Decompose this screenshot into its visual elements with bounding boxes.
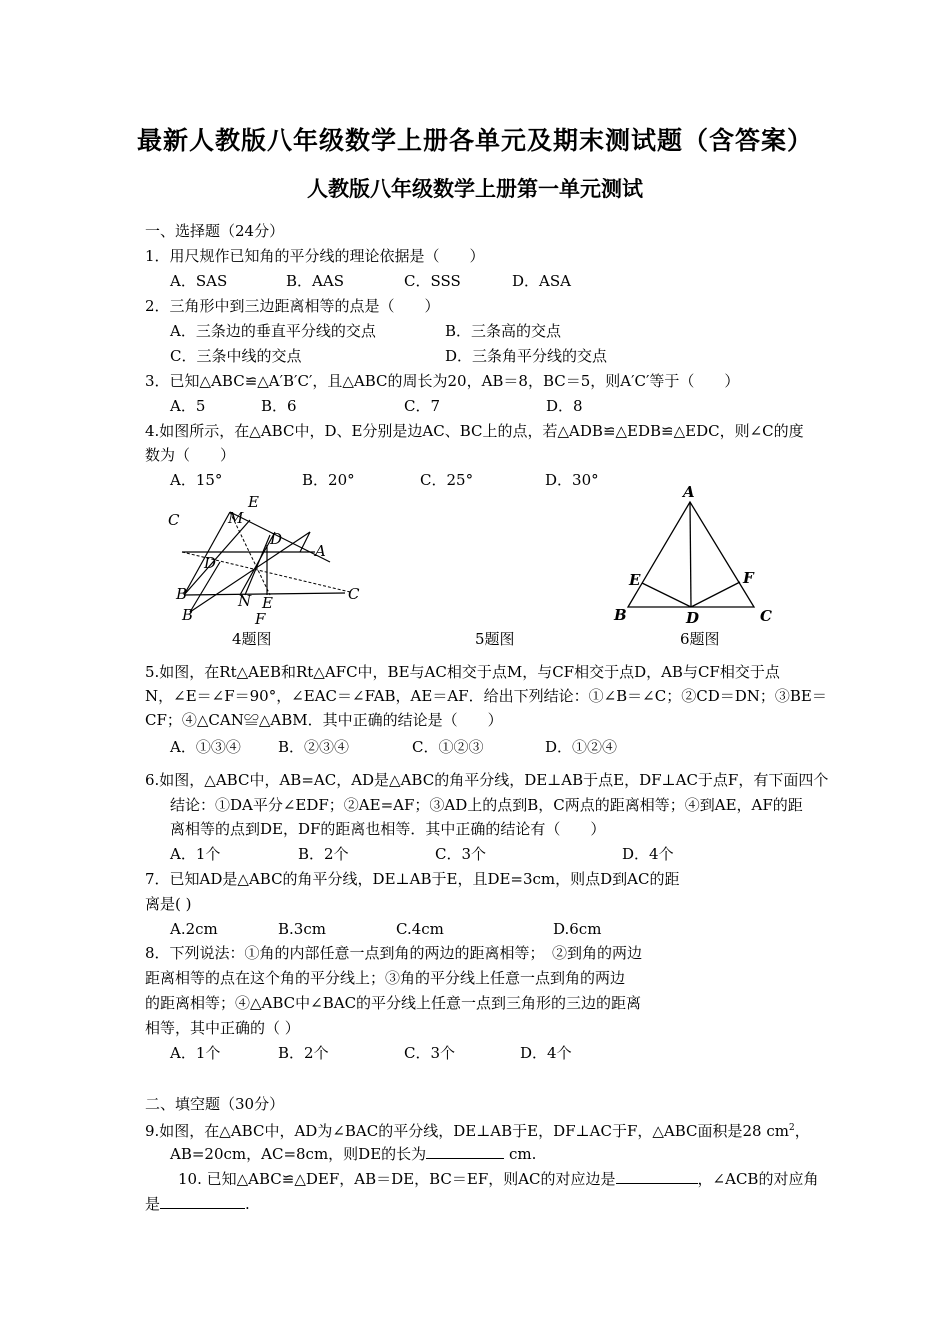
q10-text-a: 10. 已知△ABC≌△DEF，AB＝DE，BC＝EF，则AC的对应边是 (178, 1170, 616, 1188)
question-4-line-1: 4.如图所示，在△ABC中，D、E分别是边AC、BC上的点，若△ADB≌△EDB≌△EDC，则∠C的度 (145, 422, 804, 440)
q7-option-a: A.2cm (170, 920, 218, 938)
q9-text-c: AB=20cm，AC=8cm，则DE的长为 (170, 1145, 427, 1163)
question-5-line-2: N，∠E＝∠F＝90°，∠EAC＝∠FAB，AE＝AF．给出下列结论：①∠B＝∠C；②CD＝DN；③BE＝ (145, 687, 827, 705)
fig5-label-d2: D (204, 554, 217, 572)
q5-option-c: C．①②③ (412, 738, 484, 756)
fig6-label-a: A (683, 483, 695, 501)
page-subtitle: 人教版八年级数学上册第一单元测试 (307, 176, 643, 201)
page-title: 最新人教版八年级数学上册各单元及期末测试题（含答案） (136, 126, 813, 155)
fig5-label-a: A (315, 542, 326, 560)
section-heading-choice: 一、选择题（24分） (145, 222, 285, 240)
q1-option-d: D．ASA (512, 272, 571, 290)
question-6-line-3: 离相等的点到DE，DF的距离也相等．其中正确的结论有（ ） (170, 820, 606, 838)
fig5-label-d: D (270, 530, 283, 548)
question-6-line-1: 6.如图，△ABC中，AB=AC，AD是△ABC的角平分线，DE⊥AB于点E，DF⊥AC于点F，有下面四个 (145, 771, 829, 789)
q6-option-a: A．1个 (170, 845, 221, 863)
q9-text-a: 9.如图，在△ABC中，AD为∠BAC的平分线，DE⊥AB于E，DF⊥AC于F，△ABC面积是28 cm (145, 1122, 789, 1140)
q6-option-c: C．3个 (435, 845, 487, 863)
q8-option-c: C．3个 (404, 1044, 456, 1062)
q2-option-d: D．三条角平分线的交点 (445, 347, 608, 365)
question-5-line-1: 5.如图，在Rt△AEB和Rt△AFC中，BE与AC相交于点M，与CF相交于点D，AB与CF相交于点 (145, 663, 780, 681)
question-8-line-4: 相等，其中正确的（ ） (145, 1019, 300, 1037)
fig5-label-c: C (168, 511, 180, 529)
fig5-label-m: M (228, 509, 244, 527)
q9-text-d: cm. (504, 1145, 537, 1163)
question-6-line-2: 结论：①DA平分∠EDF；②AE=AF；③AD上的点到B，C两点的距离相等；④到AE，AF的距 (170, 796, 803, 814)
q3-option-c: C．7 (404, 397, 441, 415)
q10-answer-blank-1[interactable] (616, 1168, 698, 1184)
question-1: 1．用尺规作已知角的平分线的理论依据是（ ） (145, 247, 485, 265)
q10-answer-blank-2[interactable] (160, 1193, 245, 1209)
q4-option-d: D．30° (545, 471, 599, 489)
q3-option-b: B．6 (261, 397, 297, 415)
q2-option-a: A．三条边的垂直平分线的交点 (170, 322, 376, 340)
q1-option-a: A．SAS (170, 272, 228, 290)
q8-option-a: A．1个 (170, 1044, 221, 1062)
fig5-label-e: E (248, 493, 259, 511)
q9-text-b: ， (794, 1122, 810, 1140)
q4-option-c: C．25° (420, 471, 474, 489)
q6-option-b: B．2个 (298, 845, 349, 863)
q5-option-a: A．①③④ (170, 738, 241, 756)
question-9-line-2 (170, 1143, 536, 1164)
fig6-label-b: B (614, 606, 627, 624)
fig5-label-c2: C (348, 585, 360, 603)
question-5-line-3: CF；④△CAN≌△ABM．其中正确的结论是（ ） (145, 711, 503, 729)
question-8-line-3: 的距离相等；④△ABC中∠BAC的平分线上任意一点到三角形的三边的距离 (145, 994, 642, 1012)
question-7-line-2: 离是( ) (145, 895, 192, 913)
question-4-line-2: 数为（ ） (145, 446, 236, 464)
fig6-label-e: E (629, 571, 641, 589)
q7-option-c: C.4cm (396, 920, 444, 938)
question-3: 3．已知△ABC≌△A′B′C′，且△ABC的周长为20，AB＝8，BC＝5，则A′C′等于（ ） (145, 372, 740, 390)
q4-option-b: B．20° (302, 471, 355, 489)
question-9-line-1 (145, 1118, 810, 1141)
q1-option-b: B．AAS (286, 272, 344, 290)
q1-option-c: C．SSS (404, 272, 461, 290)
q7-option-d: D.6cm (553, 920, 602, 938)
q8-option-b: B．2个 (278, 1044, 329, 1062)
q2-option-b: B．三条高的交点 (445, 322, 562, 340)
q8-option-d: D．4个 (520, 1044, 572, 1062)
q9-superscript: 2 (789, 1123, 795, 1133)
question-8-line-2: 距离相等的点在这个角的平分线上；③角的平分线上任意一点到角的两边 (145, 969, 626, 987)
q3-option-a: A．5 (170, 397, 206, 415)
caption-figure-5: 5题图 (475, 630, 515, 648)
q10-text-d: . (245, 1195, 250, 1213)
q7-option-b: B.3cm (278, 920, 326, 938)
question-10-line-2 (145, 1193, 250, 1214)
q6-option-d: D．4个 (622, 845, 674, 863)
q10-text-c: 是 (145, 1195, 161, 1213)
q3-option-d: D．8 (546, 397, 583, 415)
caption-figure-6: 6题图 (680, 630, 720, 648)
fig5-label-f: F (255, 610, 266, 628)
fig6-label-d: D (686, 609, 700, 627)
figure-5-diagram (160, 490, 370, 630)
fig5-label-n: N (238, 592, 252, 610)
q10-text-b: ，∠ACB的对应角 (697, 1170, 819, 1188)
fig6-label-c: C (760, 607, 772, 625)
question-2: 2．三角形中到三边距离相等的点是（ ） (145, 297, 440, 315)
fig5-label-b2: B (182, 606, 194, 624)
q5-option-d: D．①②④ (545, 738, 618, 756)
question-10-line-1 (178, 1168, 818, 1189)
section-heading-fill: 二、填空题（30分） (145, 1095, 285, 1113)
fig5-label-e2: E (262, 594, 273, 612)
q2-option-c: C．三条中线的交点 (170, 347, 302, 365)
q9-answer-blank[interactable] (426, 1143, 504, 1159)
figure-6-diagram (608, 482, 778, 632)
fig5-label-b1: B (176, 585, 188, 603)
q5-option-b: B．②③④ (278, 738, 350, 756)
question-8-line-1: 8．下列说法：①角的内部任意一点到角的两边的距离相等； ②到角的两边 (145, 944, 643, 962)
q4-option-a: A．15° (170, 471, 223, 489)
caption-figure-4: 4题图 (232, 630, 272, 648)
fig6-label-f: F (743, 569, 754, 587)
question-7-line-1: 7．已知AD是△ABC的角平分线，DE⊥AB于E，且DE=3cm，则点D到AC的距 (145, 870, 680, 888)
